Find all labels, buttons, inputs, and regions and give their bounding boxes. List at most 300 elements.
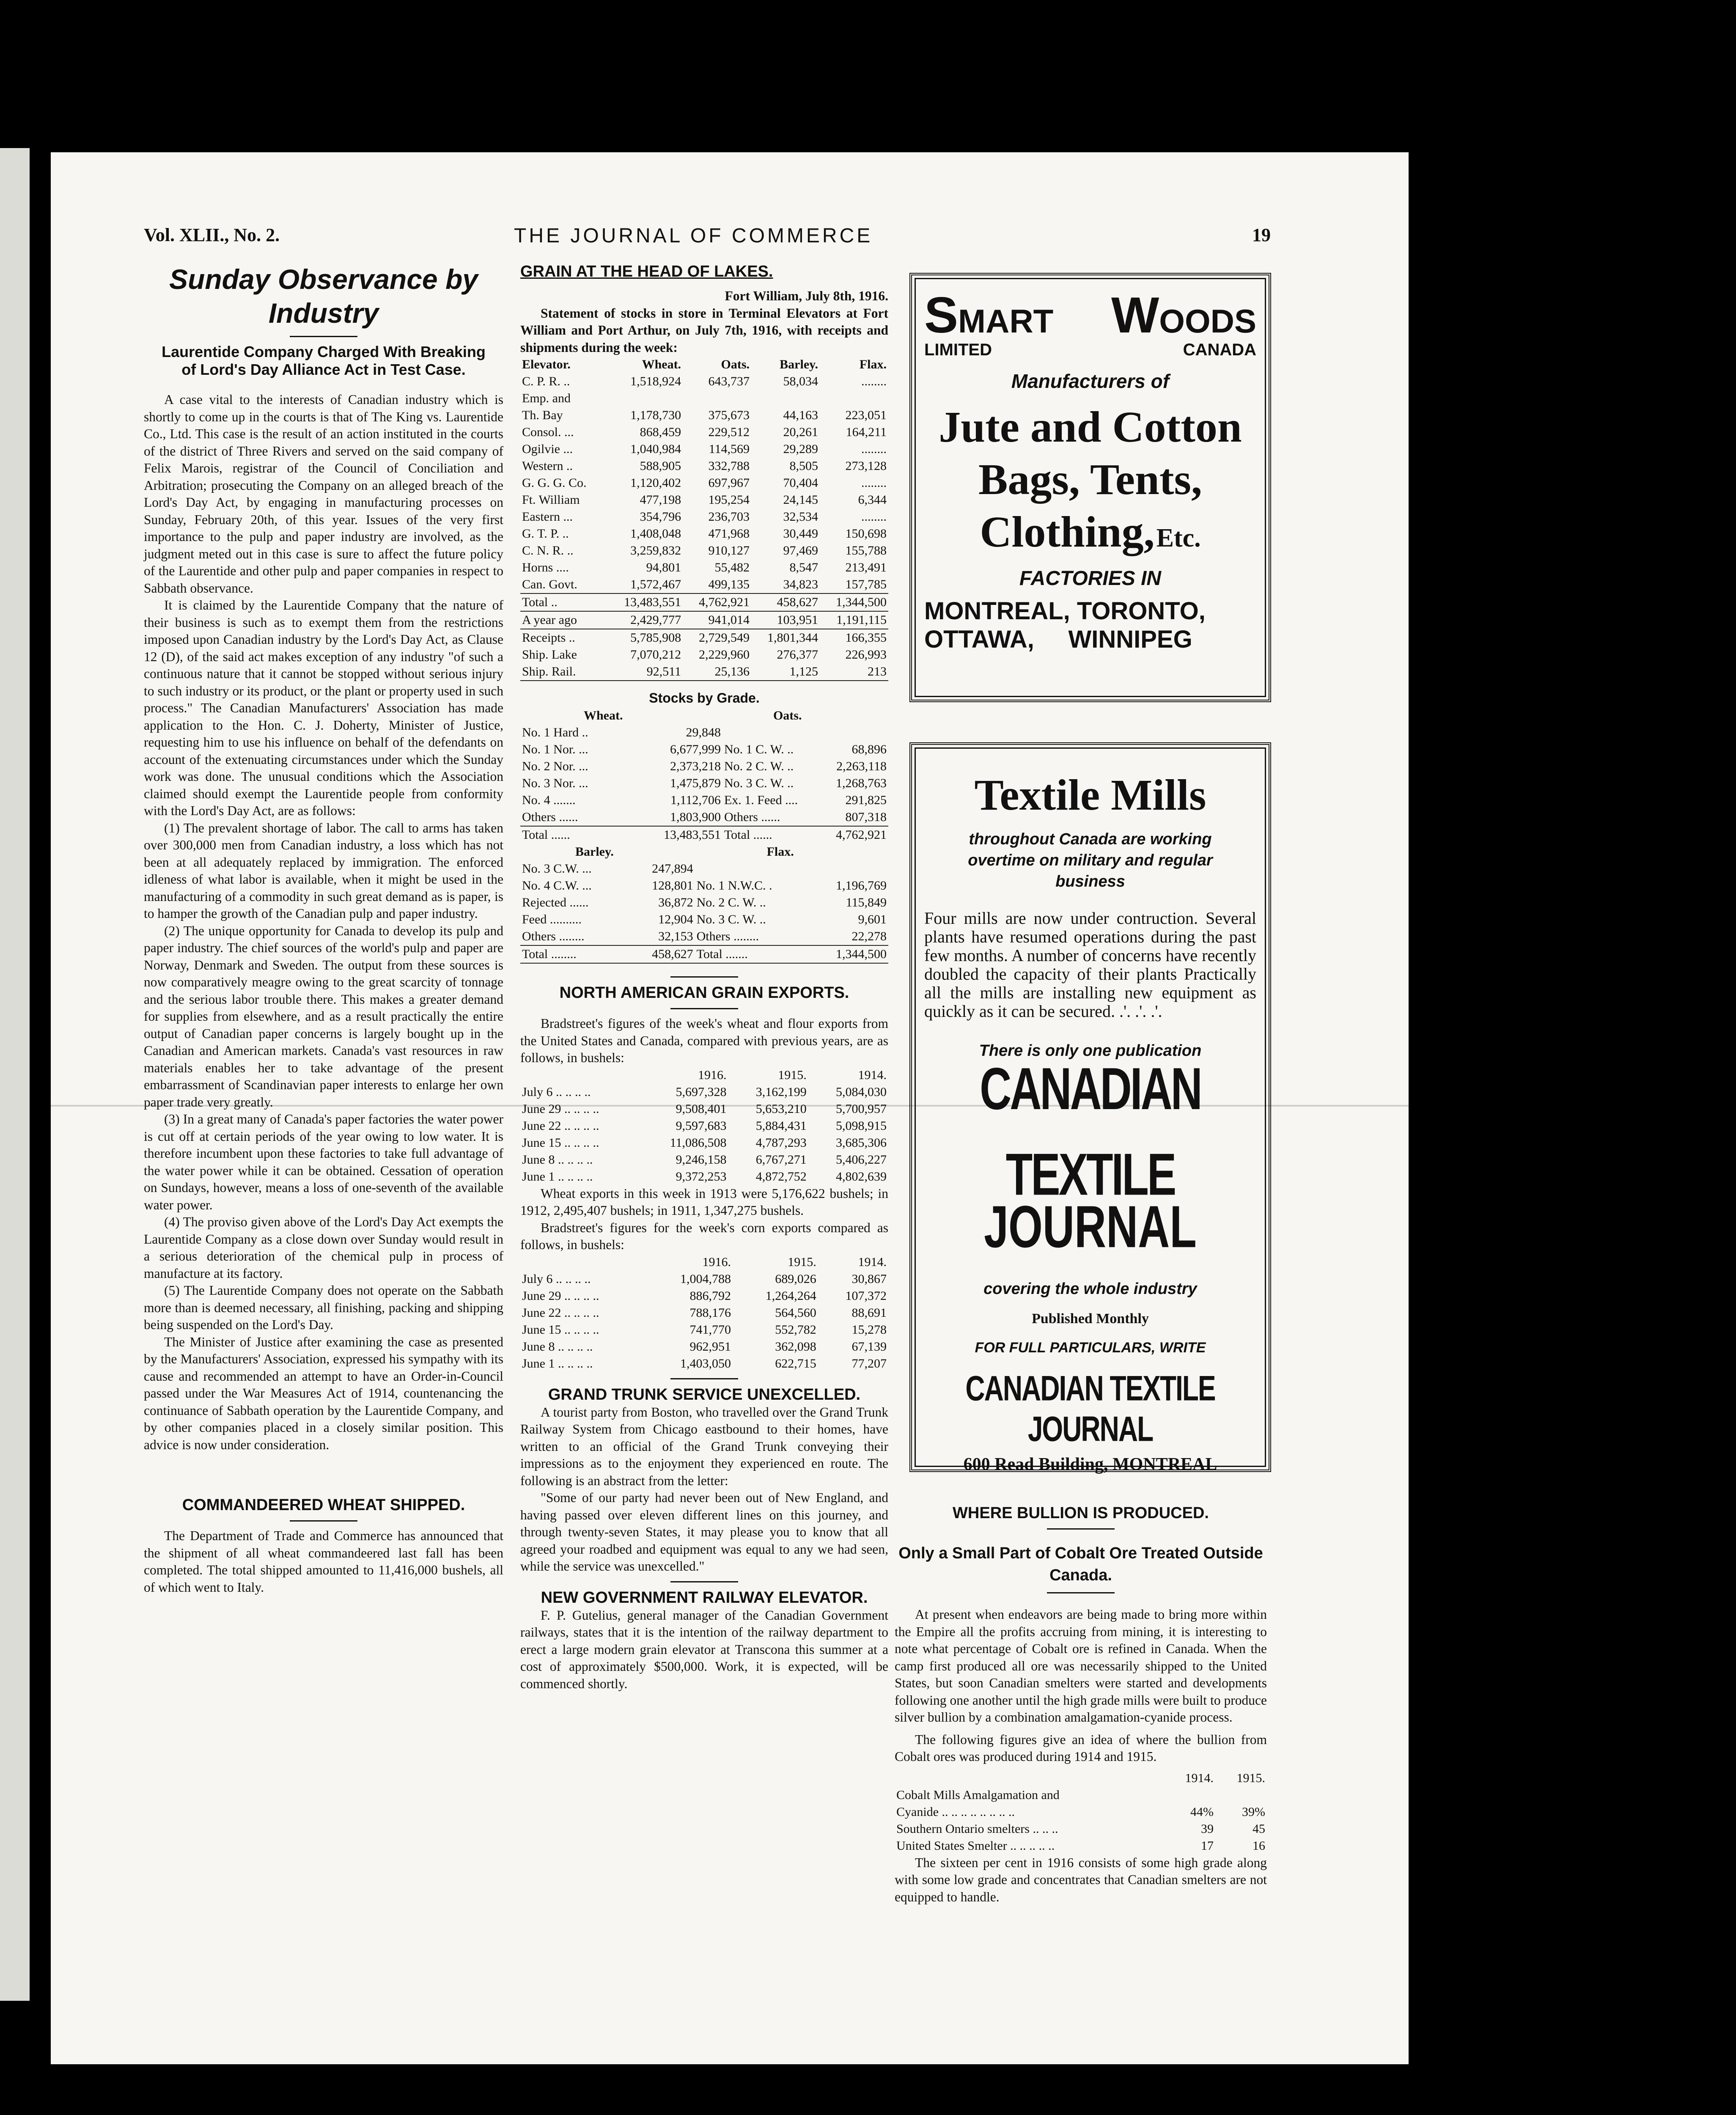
table-cell: 1915. bbox=[778, 1068, 807, 1082]
table-cell: 247,894 bbox=[652, 862, 693, 876]
table-cell: No. 3 Nor. ... bbox=[522, 776, 588, 790]
table-cell: 1,803,900 bbox=[648, 809, 722, 826]
table-row bbox=[520, 741, 888, 758]
divider bbox=[290, 336, 357, 337]
table-cell: 24,145 bbox=[783, 493, 818, 507]
table-row bbox=[520, 559, 888, 576]
table-cell: 552,782 bbox=[775, 1322, 816, 1337]
table-row bbox=[520, 877, 888, 894]
table-cell: Ship. Rail. bbox=[520, 663, 606, 681]
table-cell: June 8 .. .. .. .. bbox=[522, 1339, 593, 1354]
table-cell: 1,475,879 bbox=[670, 776, 721, 790]
table-row bbox=[520, 1168, 888, 1185]
table-row bbox=[520, 1288, 888, 1305]
table-cell: Southern Ontario smelters .. .. .. bbox=[896, 1821, 1058, 1836]
table-cell: 6,767,271 bbox=[755, 1152, 807, 1167]
table-cell: 276,377 bbox=[777, 648, 818, 662]
table-row bbox=[520, 1134, 888, 1151]
divider bbox=[1047, 1528, 1115, 1530]
grain-dateline: Fort William, July 8th, 1916. bbox=[725, 288, 888, 303]
table-cell: Others ........ bbox=[520, 928, 639, 945]
paragraph: (1) The prevalent shortage of labor. The call to arms has taken over 300,000 men from Canadian industry, a loss which has not been at all adequately replaced by immigration. The enforced idleness of what labor is available, when it might be used in the manufacturing of a commodity in such great demand as is paper, is to hamper the growth of the Canadian pulp and paper industry. bbox=[144, 820, 503, 921]
table-cell: 32,153 bbox=[639, 928, 695, 945]
table-row bbox=[520, 1151, 888, 1168]
table-cell: 1,264,264 bbox=[765, 1288, 816, 1303]
table-cell: Ogilvie ... bbox=[522, 442, 573, 456]
table-cell: 45 bbox=[1253, 1821, 1265, 1836]
table-cell: Receipts .. bbox=[522, 631, 575, 645]
table-cell: 1,408,048 bbox=[630, 527, 681, 541]
table-cell: 886,792 bbox=[689, 1288, 731, 1303]
table-row bbox=[520, 1254, 888, 1271]
table-cell: No. 4 ....... bbox=[522, 793, 576, 807]
table-row bbox=[895, 1838, 1267, 1854]
table-cell: June 1 .. .. .. .. bbox=[522, 1169, 593, 1184]
product-line-2: Bags, Tents, bbox=[978, 455, 1202, 504]
table-row bbox=[895, 1770, 1267, 1787]
table-row bbox=[520, 525, 888, 542]
table-cell: 788,176 bbox=[689, 1305, 731, 1320]
table-cell: 4,802,639 bbox=[836, 1169, 887, 1184]
table-cell: 114,569 bbox=[709, 442, 750, 456]
table-cell: United States Smelter .. .. .. .. .. bbox=[896, 1838, 1055, 1853]
table-cell: June 22 .. .. .. .. bbox=[522, 1118, 599, 1133]
grade-table-barley-flax bbox=[520, 843, 888, 964]
table-cell: Others ...... bbox=[520, 809, 648, 826]
table-cell: No. 3 C. W. .. bbox=[724, 776, 794, 790]
table-cell: 92,511 bbox=[606, 663, 683, 681]
table-cell: 458,627 bbox=[751, 593, 820, 611]
table-cell: June 15 .. .. .. .. bbox=[522, 1322, 599, 1337]
table-cell: No. 1 N.W.C. . bbox=[696, 879, 772, 893]
table-cell: No. 1 Nor. ... bbox=[522, 742, 588, 756]
grain-elevator-table bbox=[520, 356, 888, 681]
table-cell: Feed .......... bbox=[522, 912, 582, 926]
table-cell: 30,449 bbox=[783, 527, 818, 541]
published-monthly: Published Monthly bbox=[1032, 1311, 1149, 1327]
table-cell: Total .. bbox=[520, 593, 606, 611]
table-cell: Eastern ... bbox=[522, 510, 573, 524]
table-cell: 39 bbox=[1201, 1821, 1214, 1836]
table-row bbox=[520, 611, 888, 629]
table-cell: No. 2 Nor. ... bbox=[522, 759, 588, 773]
paragraph: (4) The proviso given above of the Lord's Day Act exempts the Laurentide Company as a close down over Sunday would result in a serious deterioration of the chemical pulp in process of manufacture at its factory. bbox=[144, 1214, 503, 1281]
table-row bbox=[520, 407, 888, 424]
table-cell: 213,491 bbox=[845, 560, 887, 574]
grade-table-wheat-oats bbox=[520, 707, 888, 843]
table-cell: 471,968 bbox=[708, 527, 750, 541]
table-cell: 29,848 bbox=[686, 725, 721, 739]
table-cell: 4,872,752 bbox=[755, 1169, 807, 1184]
table-cell: 3,259,832 bbox=[630, 544, 681, 558]
table-row bbox=[520, 792, 888, 809]
table-cell: Horns .... bbox=[522, 560, 569, 574]
table-cell: 44,163 bbox=[783, 408, 818, 422]
table-cell: 236,703 bbox=[708, 510, 750, 524]
flax-heading: Flax. bbox=[766, 845, 794, 859]
table-row bbox=[520, 1355, 888, 1372]
table-cell: 229,512 bbox=[708, 425, 750, 439]
table-cell: 4,762,921 bbox=[836, 828, 887, 842]
table-cell: 6,677,999 bbox=[670, 742, 721, 756]
table-cell bbox=[820, 390, 888, 407]
table-cell: 4,762,921 bbox=[683, 593, 751, 611]
table-cell: 7,070,212 bbox=[630, 648, 681, 662]
table-row bbox=[520, 629, 888, 646]
table-cell bbox=[821, 860, 888, 877]
table-cell: 564,560 bbox=[775, 1305, 816, 1320]
table-cell bbox=[822, 724, 888, 741]
table-cell: 58,034 bbox=[783, 374, 818, 388]
table-cell: 88,691 bbox=[852, 1305, 887, 1320]
table-row bbox=[520, 1118, 888, 1134]
table-row bbox=[520, 1338, 888, 1355]
product-line-1: Jute and Cotton bbox=[939, 403, 1242, 451]
table-cell: 5,785,908 bbox=[630, 631, 681, 645]
table-cell: 1915. bbox=[1236, 1771, 1265, 1785]
table-cell: 5,406,227 bbox=[836, 1152, 887, 1167]
table-cell: July 6 .. .. .. .. bbox=[522, 1272, 591, 1286]
table-cell: 157,785 bbox=[820, 576, 888, 593]
previous-page-edge bbox=[0, 148, 30, 2001]
textile-body: Four mills are now under contruction. Several plants have resumed operations during the past few months. A number of concerns have recently doubled the capacity of their plants Practically all the mills are installing new equipment as quickly as it can be secured. .'. .'. .'. bbox=[924, 909, 1256, 1021]
table-row bbox=[520, 775, 888, 792]
table-header-row bbox=[520, 356, 888, 373]
volume-label: Vol. XLII., No. 2. bbox=[144, 225, 280, 245]
article-title-wheat: COMMANDEERED WHEAT SHIPPED. bbox=[182, 1496, 465, 1514]
table-cell: 643,737 bbox=[708, 374, 750, 388]
table-row bbox=[520, 1321, 888, 1338]
journal-address: 600 Read Building, MONTREAL bbox=[963, 1455, 1217, 1474]
cities-line-2: OTTAWA, WINNIPEG bbox=[924, 626, 1192, 653]
bullion-p3: The sixteen per cent in 1916 consists of some high grade along with some low grade and concentrates that Canadian smelters are not equipped to handle. bbox=[895, 1855, 1267, 1904]
grand-trunk-p1: A tourist party from Boston, who travelled over the Grand Trunk Railway System from Chicago eastbound to their homes, have written to an official of the Grand Trunk conveying their impressions as to the enjoyment they experienced en route. The following is an abstract from the letter: bbox=[520, 1404, 888, 1488]
table-cell: 68,896 bbox=[852, 742, 887, 756]
brand-initial-w: W bbox=[1111, 287, 1159, 343]
table-cell: 9,372,253 bbox=[676, 1169, 727, 1184]
oats-heading: Oats. bbox=[773, 709, 802, 722]
table-cell: 150,698 bbox=[845, 527, 887, 541]
table-cell: 5,084,030 bbox=[836, 1085, 887, 1099]
grand-trunk-p2: "Some of our party had never been out of New England, and having passed over eleven different lines on this journey, and through twenty-seven States, it may please you to know that all agreed your roadbed and equipment was equal to any we had seen, while the service was unexcelled." bbox=[520, 1490, 888, 1574]
table-cell: 1,518,924 bbox=[630, 374, 681, 388]
column-middle bbox=[520, 262, 888, 1692]
table-cell: 9,246,158 bbox=[676, 1152, 727, 1167]
corn-exports-table bbox=[520, 1254, 888, 1372]
table-row bbox=[520, 1084, 888, 1101]
table-cell: 1914. bbox=[858, 1255, 887, 1269]
table-cell: ........ bbox=[861, 374, 887, 388]
table-cell bbox=[520, 1254, 647, 1271]
journal-name-1: CANADIAN TEXTILE bbox=[980, 1056, 1201, 1208]
elevator-body: F. P. Gutelius, general manager of the Canadian Government railways, states that it is the intention of the railway department to erect a large modern grain elevator at Transcona this summer at a cost of approximately $500,000. Work, it is expected, will be commenced shortly. bbox=[520, 1607, 888, 1691]
table-row bbox=[520, 373, 888, 390]
table-cell: 2,373,218 bbox=[670, 759, 721, 773]
table-row bbox=[520, 928, 888, 945]
table-cell: 807,318 bbox=[822, 809, 888, 826]
table-cell: 97,469 bbox=[783, 544, 818, 558]
article-body-sunday bbox=[144, 391, 503, 1453]
paragraph: A case vital to the interests of Canadian industry which is shortly to come up in the courts is that of The King vs. Laurentide Co., Ltd. This case is the result of an action instituted in the courts of the district of Three Rivers and served on the said company of Felix Marois, registrar of the Council of Conciliation and Arbitration; prosecuting the Company on an alleged breach of the Lord's Day Act, by engaging in manufacturing processes on Sunday, February 20th, of this year. Issues of the very first importance to the pulp and paper industry are involved, as the judgment meted out in this case is sure to affect the future policy of the Laurentide and other pulp and paper companies in respect to Sabbath observance. bbox=[144, 392, 503, 596]
table-cell: No. 3 C. W. .. bbox=[696, 912, 766, 926]
table-cell: 20,261 bbox=[783, 425, 818, 439]
table-cell: A year ago bbox=[520, 611, 606, 629]
table-cell: 13,483,551 bbox=[663, 828, 721, 842]
paragraph: (3) In a great many of Canada's paper factories the water power is cut off at certain periods of the year owing to low water. It is therefore incumbent upon these factories to take full advantage of the water power while it can be obtained. Cessation of operation on Sundays, however, means a loss of one-seventh of the available water power. bbox=[144, 1112, 503, 1212]
smart-woods-advertisement bbox=[909, 273, 1271, 702]
table-cell: 962,951 bbox=[689, 1339, 731, 1354]
table-cell: 2,429,777 bbox=[606, 611, 683, 629]
bullion-subtitle: Only a Small Part of Cobalt Ore Treated Outside Canada. bbox=[898, 1544, 1263, 1584]
table-cell: 128,801 bbox=[652, 879, 693, 893]
factories-label: FACTORIES IN bbox=[1019, 567, 1162, 590]
table-cell bbox=[751, 390, 820, 407]
table-cell: 1,178,730 bbox=[630, 408, 681, 422]
table-cell: July 6 .. .. .. .. bbox=[522, 1085, 591, 1099]
table-cell: 1914. bbox=[1185, 1771, 1214, 1785]
table-cell: 16 bbox=[1253, 1838, 1265, 1853]
table-cell: 1,268,763 bbox=[836, 776, 887, 790]
table-cell: 1,004,788 bbox=[680, 1272, 731, 1286]
canada-label: CANADA bbox=[1183, 341, 1256, 359]
grade-title: Stocks by Grade. bbox=[649, 690, 760, 706]
column-header: Wheat. bbox=[642, 357, 681, 371]
table-cell: Consol. ... bbox=[522, 425, 574, 439]
table-cell: Ship. Lake bbox=[522, 648, 577, 662]
table-cell: 5,697,328 bbox=[676, 1085, 727, 1099]
brand-woods: OODS bbox=[1159, 302, 1256, 340]
table-cell: 107,372 bbox=[845, 1288, 887, 1303]
table-row bbox=[520, 542, 888, 559]
manufacturers-of: Manufacturers of bbox=[1011, 370, 1170, 392]
table-row bbox=[520, 441, 888, 458]
column-header: Barley. bbox=[780, 357, 818, 371]
journal-name-footer: CANADIAN TEXTILE JOURNAL bbox=[965, 1368, 1215, 1449]
paragraph: (2) The unique opportunity for Canada to develop its pulp and paper industry. The chief sources of the world's pulp and paper are Norway, Denmark and Sweden. The output from these sources is now comparatively meagre owing to the great scarcity of tonnage and the serious labor trouble there. This makes a greater demand for supplies from elsewhere, and as a result practically the entire output of Canadian paper concerns is largely bought up in the Canadian and American markets. Canada's vast resources in raw materials enables her to take advantage of the present embarrassment of Scandinavian paper interests to enlarge her own paper trade very greatly. bbox=[144, 923, 503, 1110]
textile-journal-advertisement bbox=[909, 742, 1271, 1472]
table-cell: No. 4 C.W. ... bbox=[522, 879, 592, 893]
paragraph: It is claimed by the Laurentide Company that the nature of their business is such as to exempt them from the restrictions imposed upon Canadian industry by the Lord's Day Act, as Clause 12 (D), of the said act makes exception of any industry "of such a continuous nature that it cannot be stopped without serious injury to such industry or its product, or the plant or property used in such process." The Canadian Manufacturers' Association has made application to the Hon. C. J. Doherty, Minister of Justice, requesting him to use his influence on behalf of the defendants on account of the extenuating circumstances under which the Sunday work was done. The unusual conditions which the Association claimed should exempt the Laurentide people from conformity with the Lord's Day Act, are as follows: bbox=[144, 598, 503, 818]
table-row bbox=[520, 724, 888, 741]
table-cell: 164,211 bbox=[846, 425, 887, 439]
column-left bbox=[144, 262, 503, 1596]
bullion-p1: At present when endeavors are being made to bring more within the Empire all the profits accruing from mining, it is interesting to note what percentage of Cobalt ore is refined in Canada. When the camp first produced all ore was necessarily shipped to the United States, but soon Canadian smelters were started and developments following one another until the high grade mills were built to produce silver bullion by a combination amalgamation-cyanide process. bbox=[895, 1607, 1267, 1725]
table-cell: No. 1 C. W. .. bbox=[724, 742, 794, 756]
table-cell: 115,849 bbox=[846, 895, 887, 909]
divider bbox=[670, 1378, 738, 1379]
table-cell: G. G. G. Co. bbox=[522, 476, 587, 490]
table-cell: 1,572,467 bbox=[606, 576, 683, 593]
table-row bbox=[520, 1271, 888, 1288]
table-cell: 1915. bbox=[788, 1255, 816, 1269]
table-cell: 32,534 bbox=[783, 510, 818, 524]
table-cell: ........ bbox=[861, 442, 887, 456]
table-row bbox=[520, 826, 888, 843]
table-row bbox=[520, 390, 888, 407]
table-row bbox=[520, 809, 888, 826]
page-number: 19 bbox=[1252, 225, 1271, 245]
table-cell: G. T. P. .. bbox=[522, 527, 569, 541]
table-cell: 213 bbox=[820, 663, 888, 681]
table-cell: 12,904 bbox=[658, 912, 693, 926]
table-row bbox=[520, 492, 888, 508]
table-cell: 9,601 bbox=[858, 912, 887, 926]
table-cell: 70,404 bbox=[783, 476, 818, 490]
table-cell: 8,547 bbox=[789, 560, 818, 574]
table-cell: 1,191,115 bbox=[820, 611, 888, 629]
table-cell: 588,905 bbox=[640, 459, 681, 473]
table-cell: 1914. bbox=[858, 1068, 887, 1082]
table-row bbox=[520, 593, 888, 611]
brand-smart: MART bbox=[958, 302, 1054, 340]
table-cell: 1,403,050 bbox=[680, 1356, 731, 1371]
wheat-exports-table bbox=[520, 1067, 888, 1185]
table-cell: 5,884,431 bbox=[755, 1118, 807, 1133]
table-cell: 622,715 bbox=[775, 1356, 816, 1371]
table-cell: C. P. R. .. bbox=[522, 374, 570, 388]
table-row bbox=[520, 458, 888, 475]
table-cell: No. 2 C. W. .. bbox=[696, 895, 766, 909]
table-row bbox=[520, 508, 888, 525]
table-cell: 2,229,960 bbox=[699, 648, 750, 662]
divider bbox=[670, 1008, 738, 1009]
table-cell: Total ........ bbox=[520, 945, 639, 963]
article-body-wheat: The Department of Trade and Commerce has announced that the shipment of all wheat commandeered last fall has been completed. The total shipped amounted to 11,416,000 bushels, all of which went to Italy. bbox=[144, 1528, 503, 1595]
table-cell: 354,796 bbox=[640, 510, 681, 524]
table-cell: 8,505 bbox=[789, 459, 818, 473]
table-cell: Cyanide .. .. .. .. .. .. .. .. bbox=[896, 1805, 1015, 1819]
table-cell bbox=[1215, 1787, 1267, 1804]
table-cell: No. 3 C.W. ... bbox=[522, 862, 592, 876]
table-cell: 155,788 bbox=[845, 544, 887, 558]
table-cell: 273,128 bbox=[845, 459, 887, 473]
table-cell: 2,263,118 bbox=[836, 759, 887, 773]
table-cell: 362,098 bbox=[775, 1339, 816, 1354]
exports-note: Wheat exports in this week in 1913 were 5,176,622 bushels; in 1912, 2,495,407 bushels; in 1911, 1,347,275 bushels. bbox=[520, 1186, 888, 1218]
table-cell: 166,355 bbox=[845, 631, 887, 645]
only-publication: There is only one publication bbox=[979, 1042, 1202, 1060]
table-cell bbox=[695, 860, 821, 877]
product-line-3: Clothing, bbox=[980, 508, 1155, 556]
table-row bbox=[520, 860, 888, 877]
table-cell: 697,967 bbox=[708, 476, 750, 490]
table-cell: 741,770 bbox=[689, 1322, 731, 1337]
table-cell: June 15 .. .. .. .. bbox=[522, 1135, 599, 1150]
column-header: Elevator. bbox=[522, 357, 571, 371]
table-row bbox=[520, 576, 888, 593]
elevator-title: NEW GOVERNMENT RAILWAY ELEVATOR. bbox=[541, 1588, 868, 1607]
table-cell: 9,597,683 bbox=[676, 1118, 727, 1133]
textile-subtitle: throughout Canada are working overtime on military and regular business bbox=[968, 830, 1213, 890]
table-cell: 1,125 bbox=[751, 663, 820, 681]
table-cell: Emp. and bbox=[522, 391, 571, 405]
table-row bbox=[520, 1101, 888, 1118]
table-row bbox=[520, 663, 888, 681]
etc-label: Etc. bbox=[1156, 524, 1201, 552]
table-cell: 94,801 bbox=[646, 560, 681, 574]
full-particulars: FOR FULL PARTICULARS, WRITE bbox=[975, 1340, 1206, 1356]
table-cell: 34,823 bbox=[751, 576, 820, 593]
cities-line-1: MONTREAL, TORONTO, bbox=[924, 597, 1206, 625]
table-cell: 55,482 bbox=[714, 560, 750, 574]
table-cell: 25,136 bbox=[683, 663, 751, 681]
grain-intro: Statement of stocks in store in Terminal Elevators at Fort William and Port Arthur, on July 7th, 1916, with receipts and shipments during the week: bbox=[520, 305, 888, 355]
journal-title: THE JOURNAL OF COMMERCE bbox=[514, 225, 873, 247]
column-header: Oats. bbox=[721, 357, 750, 371]
table-row bbox=[895, 1804, 1267, 1821]
table-cell: Can. Govt. bbox=[520, 576, 606, 593]
table-cell: 1,344,500 bbox=[821, 945, 888, 963]
table-cell: 226,993 bbox=[845, 648, 887, 662]
table-cell: 1,801,344 bbox=[767, 631, 818, 645]
divider bbox=[670, 976, 738, 978]
grain-title: GRAIN AT THE HEAD OF LAKES. bbox=[520, 263, 773, 280]
table-cell bbox=[895, 1770, 1164, 1787]
exports-intro: Bradstreet's figures of the week's wheat and flour exports from the United States and Canada, compared with previous years, are as follows, in bushels: bbox=[520, 1016, 888, 1065]
table-cell: 499,135 bbox=[683, 576, 751, 593]
table-cell: 3,162,199 bbox=[755, 1085, 807, 1099]
exports-title: NORTH AMERICAN GRAIN EXPORTS. bbox=[559, 984, 849, 1002]
table-cell: Total ....... bbox=[695, 945, 821, 963]
table-cell: Ft. William bbox=[522, 493, 580, 507]
paragraph: The Minister of Justice after examining the case as presented by the Manufacturers' Association, expressed his sympathy with its cause and recommended an attempt to have an Order-in-Council passed under the War Measures Act of 1914, countenancing the continuance of Sabbath operation by the Laurentide Company, and by other companies placed in a closely similar position. This advice is now under consideration. bbox=[144, 1334, 503, 1452]
table-cell: 458,627 bbox=[639, 945, 695, 963]
table-cell: 6,344 bbox=[858, 493, 887, 507]
table-cell: 1916. bbox=[698, 1068, 727, 1082]
table-cell: Western .. bbox=[522, 459, 573, 473]
table-cell bbox=[722, 724, 822, 741]
table-cell: 4,787,293 bbox=[755, 1135, 807, 1150]
table-cell: 22,278 bbox=[821, 928, 888, 945]
brand-initial-s: S bbox=[924, 287, 959, 343]
table-cell: June 8 .. .. .. .. bbox=[522, 1152, 593, 1167]
table-cell: Others ........ bbox=[695, 928, 821, 945]
table-cell: 77,207 bbox=[852, 1356, 887, 1371]
bullion-table bbox=[895, 1770, 1267, 1854]
table-cell: 3,685,306 bbox=[836, 1135, 887, 1150]
table-cell: 15,278 bbox=[852, 1322, 887, 1337]
table-cell: Th. Bay bbox=[522, 408, 563, 422]
table-row bbox=[520, 758, 888, 775]
table-cell: 9,508,401 bbox=[676, 1101, 727, 1116]
table-cell bbox=[606, 390, 683, 407]
bullion-title: WHERE BULLION IS PRODUCED. bbox=[953, 1504, 1209, 1522]
paragraph: (5) The Laurentide Company does not operate on the Sabbath more than is deemed necessary, all finishing, packing and shipping being suspended on the Lord's Day. bbox=[144, 1283, 503, 1332]
table-cell: 2,729,549 bbox=[699, 631, 750, 645]
table-cell: June 22 .. .. .. .. bbox=[522, 1305, 599, 1320]
table-cell: Cobalt Mills Amalgamation and bbox=[896, 1788, 1060, 1802]
table-cell: ........ bbox=[861, 510, 887, 524]
table-cell: C. N. R. .. bbox=[522, 544, 574, 558]
table-cell: 29,289 bbox=[783, 442, 818, 456]
table-cell: ........ bbox=[861, 476, 887, 490]
textile-mills-title: Textile Mills bbox=[974, 771, 1206, 819]
table-cell: 910,127 bbox=[708, 544, 750, 558]
table-cell: 223,051 bbox=[845, 408, 887, 422]
table-cell: 291,825 bbox=[845, 793, 887, 807]
table-row bbox=[520, 1305, 888, 1321]
table-cell: 36,872 bbox=[658, 895, 693, 909]
table-cell: 868,459 bbox=[640, 425, 681, 439]
article-title-sunday: Sunday Observance by Industry bbox=[169, 264, 478, 329]
table-cell: Total ...... bbox=[522, 828, 570, 842]
table-cell: 1,344,500 bbox=[820, 593, 888, 611]
table-cell: No. 2 C. W. .. bbox=[724, 759, 794, 773]
table-cell: 1,196,769 bbox=[836, 879, 887, 893]
table-cell: 30,867 bbox=[852, 1272, 887, 1286]
table-row bbox=[895, 1787, 1267, 1804]
table-cell: 17 bbox=[1201, 1838, 1214, 1853]
